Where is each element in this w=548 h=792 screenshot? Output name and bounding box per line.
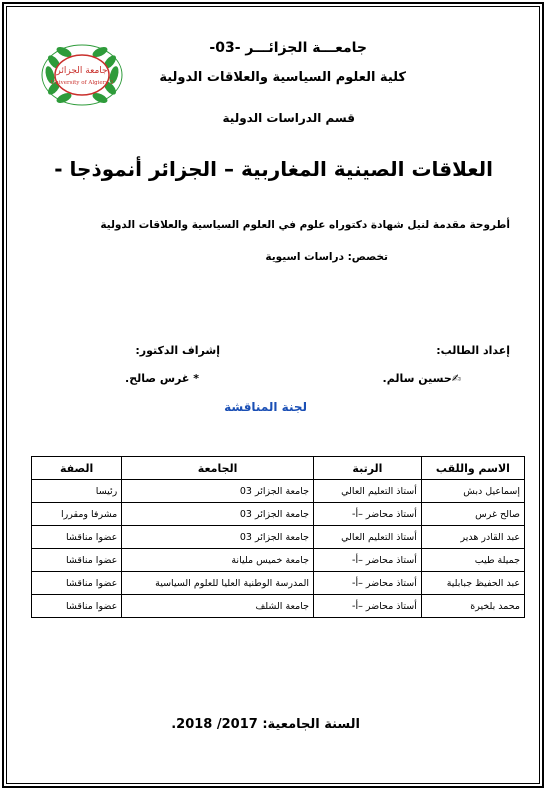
table-header-row <box>32 457 525 480</box>
member-role: عضوا مناقشا <box>32 549 122 572</box>
logo-arabic-text: جامعة الجزائر <box>56 66 108 76</box>
table-row <box>32 480 525 503</box>
table-row <box>32 572 525 595</box>
member-role: مشرفا ومقررا <box>32 503 122 526</box>
member-university: جامعة الجزائر 03 <box>122 526 314 549</box>
logo-latin-text: University of Algiers 3 <box>50 80 114 86</box>
header-university: الجامعة <box>122 457 314 480</box>
committee-title: لجنة المناقشة <box>224 400 307 414</box>
member-name: عبد القادر هدير <box>421 526 524 549</box>
header-role: الصفة <box>32 457 122 480</box>
member-role: رئيسا <box>32 480 122 503</box>
thesis-specialty: تخصص: دراسات اسيوية <box>265 251 388 263</box>
member-university: جامعة الجزائر 03 <box>122 480 314 503</box>
thesis-subtitle: أطروحة مقدمة لنيل شهادة دكتوراه علوم في العلوم السياسية والعلاقات الدولية <box>100 219 510 231</box>
university-name: جامعـــة الجزائـــر -03- <box>209 40 367 56</box>
table-row <box>32 549 525 572</box>
department-name: قسم الدراسات الدولية <box>222 111 355 125</box>
header-rank: الرتبة <box>313 457 421 480</box>
header-name: الاسم واللقب <box>421 457 524 480</box>
member-rank: أستاذ التعليم العالي <box>313 526 421 549</box>
member-name: محمد بلخيرة <box>421 595 524 618</box>
supervisor-label: إشراف الدكتور: <box>135 344 220 357</box>
member-university: جامعة الجزائر 03 <box>122 503 314 526</box>
member-rank: أستاذ التعليم العالي <box>313 480 421 503</box>
member-role: عضوا مناقشا <box>32 595 122 618</box>
faculty-name: كلية العلوم السياسية والعلاقات الدولية <box>159 70 406 85</box>
student-label: إعداد الطالب: <box>436 344 510 357</box>
member-rank: أستاذ محاضر –أ- <box>313 549 421 572</box>
member-rank: أستاذ محاضر –أ- <box>313 572 421 595</box>
member-name: جميلة طيب <box>421 549 524 572</box>
university-logo <box>40 42 124 108</box>
table-row <box>32 503 525 526</box>
member-name: إسماعيل دبش <box>421 480 524 503</box>
member-name: عبد الحفيظ جبابلية <box>421 572 524 595</box>
academic-year: السنة الجامعية: 2017/ 2018. <box>171 717 360 732</box>
member-university: المدرسة الوطنية العليا للعلوم السياسية <box>122 572 314 595</box>
table-row <box>32 526 525 549</box>
committee-table <box>31 456 525 618</box>
member-university: جامعة الشلف <box>122 595 314 618</box>
supervisor-name: * غرس صالح. <box>125 372 199 385</box>
member-rank: أستاذ محاضر –أ- <box>313 503 421 526</box>
member-name: صالح غرس <box>421 503 524 526</box>
table-row <box>32 595 525 618</box>
student-name: ✍حسين سالم. <box>382 372 461 385</box>
member-role: عضوا مناقشا <box>32 572 122 595</box>
member-university: جامعة خميس مليانة <box>122 549 314 572</box>
member-rank: أستاذ محاضر –أ- <box>313 595 421 618</box>
thesis-title: العلاقات الصينية المغاربية – الجزائر أنموذجا - <box>54 157 493 181</box>
member-role: عضوا مناقشا <box>32 526 122 549</box>
